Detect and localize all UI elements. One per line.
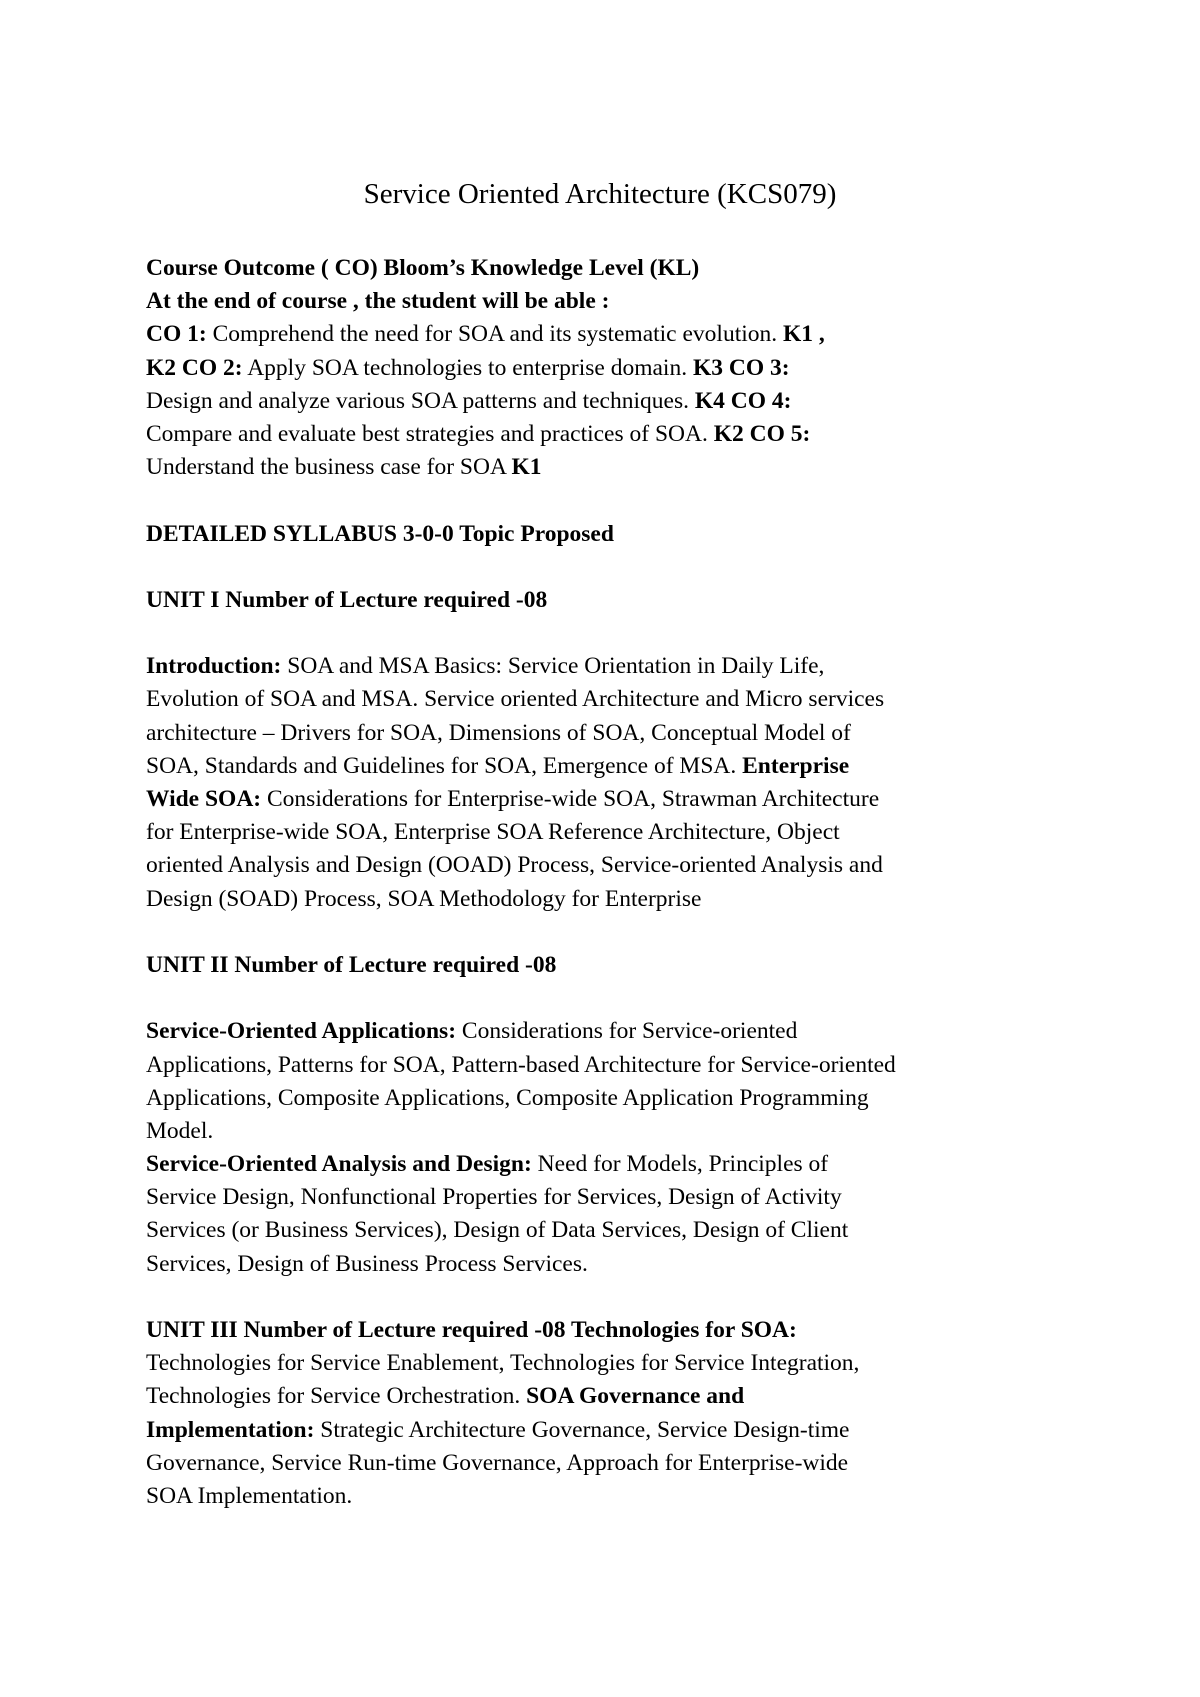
course-outcomes-list <box>146 318 1086 484</box>
text-segment: Applications, Composite Applications, Composite Application Programming <box>146 1084 869 1111</box>
text-segment: Compare and evaluate best strategies and practices of SOA. <box>146 420 714 447</box>
text-segment: Service Design, Nonfunctional Properties for Services, Design of Activity <box>146 1184 842 1211</box>
text-line <box>146 783 1086 816</box>
text-line <box>146 717 1086 750</box>
unit1-content <box>146 650 1086 916</box>
bold-text: CO 1: <box>146 321 207 348</box>
bold-text: Implementation: <box>146 1416 315 1443</box>
text-line <box>146 750 1086 783</box>
text-segment: Technologies for Service Enablement, Technologies for Service Integration, <box>146 1350 860 1377</box>
syllabus-heading <box>146 518 1086 551</box>
text-segment: Evolution of SOA and MSA. Service oriented Architecture and Micro services <box>146 686 885 713</box>
text-segment: Governance, Service Run-time Governance, Approach for Enterprise-wide <box>146 1449 849 1476</box>
bold-text: K2 CO 2: <box>146 354 243 381</box>
text-segment: Technologies for Service Orchestration. <box>146 1383 527 1410</box>
text-segment: Services (or Business Services), Design of Data Services, Design of Client <box>146 1217 849 1244</box>
syllabus-heading-text: DETAILED SYLLABUS 3-0-0 Topic Proposed <box>146 520 614 547</box>
text-segment: Strategic Architecture Governance, Service Design-time <box>314 1416 850 1443</box>
text-segment: Comprehend the need for SOA and its systematic evolution. <box>206 321 784 348</box>
text-segment: SOA and MSA Basics: Service Orientation in Daily Life, <box>281 653 825 680</box>
page-title: Service Oriented Architecture (KCS079) <box>363 178 837 210</box>
text-line <box>146 1314 1086 1347</box>
bold-text: K1 , <box>783 321 825 348</box>
text-line <box>146 1181 1086 1214</box>
text-segment: for Enterprise-wide SOA, Enterprise SOA Reference Architecture, Object <box>146 819 840 846</box>
text-segment: SOA Implementation. <box>146 1482 353 1509</box>
bold-text: SOA Governance and <box>526 1383 745 1410</box>
text-line <box>146 451 1086 484</box>
text-line <box>146 418 1086 451</box>
text-line <box>146 1015 1086 1048</box>
bold-text: K2 CO 5: <box>713 420 811 447</box>
bold-text: Service-Oriented Applications: <box>146 1018 457 1045</box>
text-segment: Design (SOAD) Process, SOA Methodology for Enterprise <box>146 885 702 912</box>
bold-text: Introduction: <box>146 653 282 680</box>
text-segment: oriented Analysis and Design (OOAD) Process, Service-oriented Analysis and <box>146 852 883 879</box>
unit2-content <box>146 1015 1086 1281</box>
text-segment: Considerations for Enterprise-wide SOA, Strawman Architecture <box>261 786 880 812</box>
co-heading-text: Course Outcome ( CO) Bloom’s Knowledge Level (KL) <box>146 255 700 281</box>
unit1-heading <box>146 584 1086 617</box>
document-body <box>146 252 1086 1513</box>
text-segment: Apply SOA technologies to enterprise domain. <box>242 354 693 381</box>
text-line <box>146 1347 1086 1380</box>
text-line <box>146 1148 1086 1181</box>
text-segment: Model. <box>146 1117 214 1144</box>
text-line <box>146 816 1086 849</box>
text-line <box>146 352 1086 385</box>
text-line <box>146 1414 1086 1447</box>
bold-text: Enterprise <box>742 752 850 779</box>
unit2-heading-text: UNIT II Number of Lecture required -08 <box>146 951 557 978</box>
bold-text: K3 CO 3: <box>692 354 790 381</box>
bold-text: K1 <box>511 454 542 481</box>
bold-text: Service-Oriented Analysis and Design: <box>146 1151 532 1178</box>
text-segment: Services, Design of Business Process Services. <box>146 1250 588 1277</box>
text-line <box>146 1049 1086 1082</box>
bold-text: K4 CO 4: <box>694 387 792 414</box>
text-segment: Applications, Patterns for SOA, Pattern-based Architecture for Service-oriented <box>146 1051 896 1078</box>
text-line <box>146 650 1086 683</box>
text-segment: Design and analyze various SOA patterns and techniques. <box>146 387 695 414</box>
unit1-heading-text: UNIT I Number of Lecture required -08 <box>146 586 548 613</box>
co-heading <box>146 252 1086 285</box>
unit3-content <box>146 1314 1086 1513</box>
co-intro-text: At the end of course , the student will be able : <box>146 288 610 315</box>
text-line <box>146 683 1086 716</box>
text-line <box>146 883 1086 916</box>
text-line <box>146 318 1086 351</box>
text-segment: Understand the business case for SOA <box>146 454 512 481</box>
text-segment: Need for Models, Principles of <box>531 1151 829 1178</box>
text-segment: Considerations for Service-oriented <box>456 1018 798 1045</box>
text-line <box>146 849 1086 882</box>
bold-text: Wide SOA: <box>146 786 262 812</box>
text-line <box>146 1480 1086 1513</box>
text-segment: architecture – Drivers for SOA, Dimensions of SOA, Conceptual Model of <box>146 719 851 746</box>
bold-text: UNIT III Number of Lecture required -08 Technologies for SOA: <box>146 1317 797 1343</box>
text-line <box>146 1380 1086 1413</box>
text-line <box>146 385 1086 418</box>
text-line <box>146 1214 1086 1247</box>
text-segment: SOA, Standards and Guidelines for SOA, Emergence of MSA. <box>146 752 743 779</box>
unit2-heading <box>146 949 1086 982</box>
text-line <box>146 1082 1086 1115</box>
text-line <box>146 1248 1086 1281</box>
text-line <box>146 1447 1086 1480</box>
co-intro <box>146 285 1086 318</box>
text-line <box>146 1115 1086 1148</box>
